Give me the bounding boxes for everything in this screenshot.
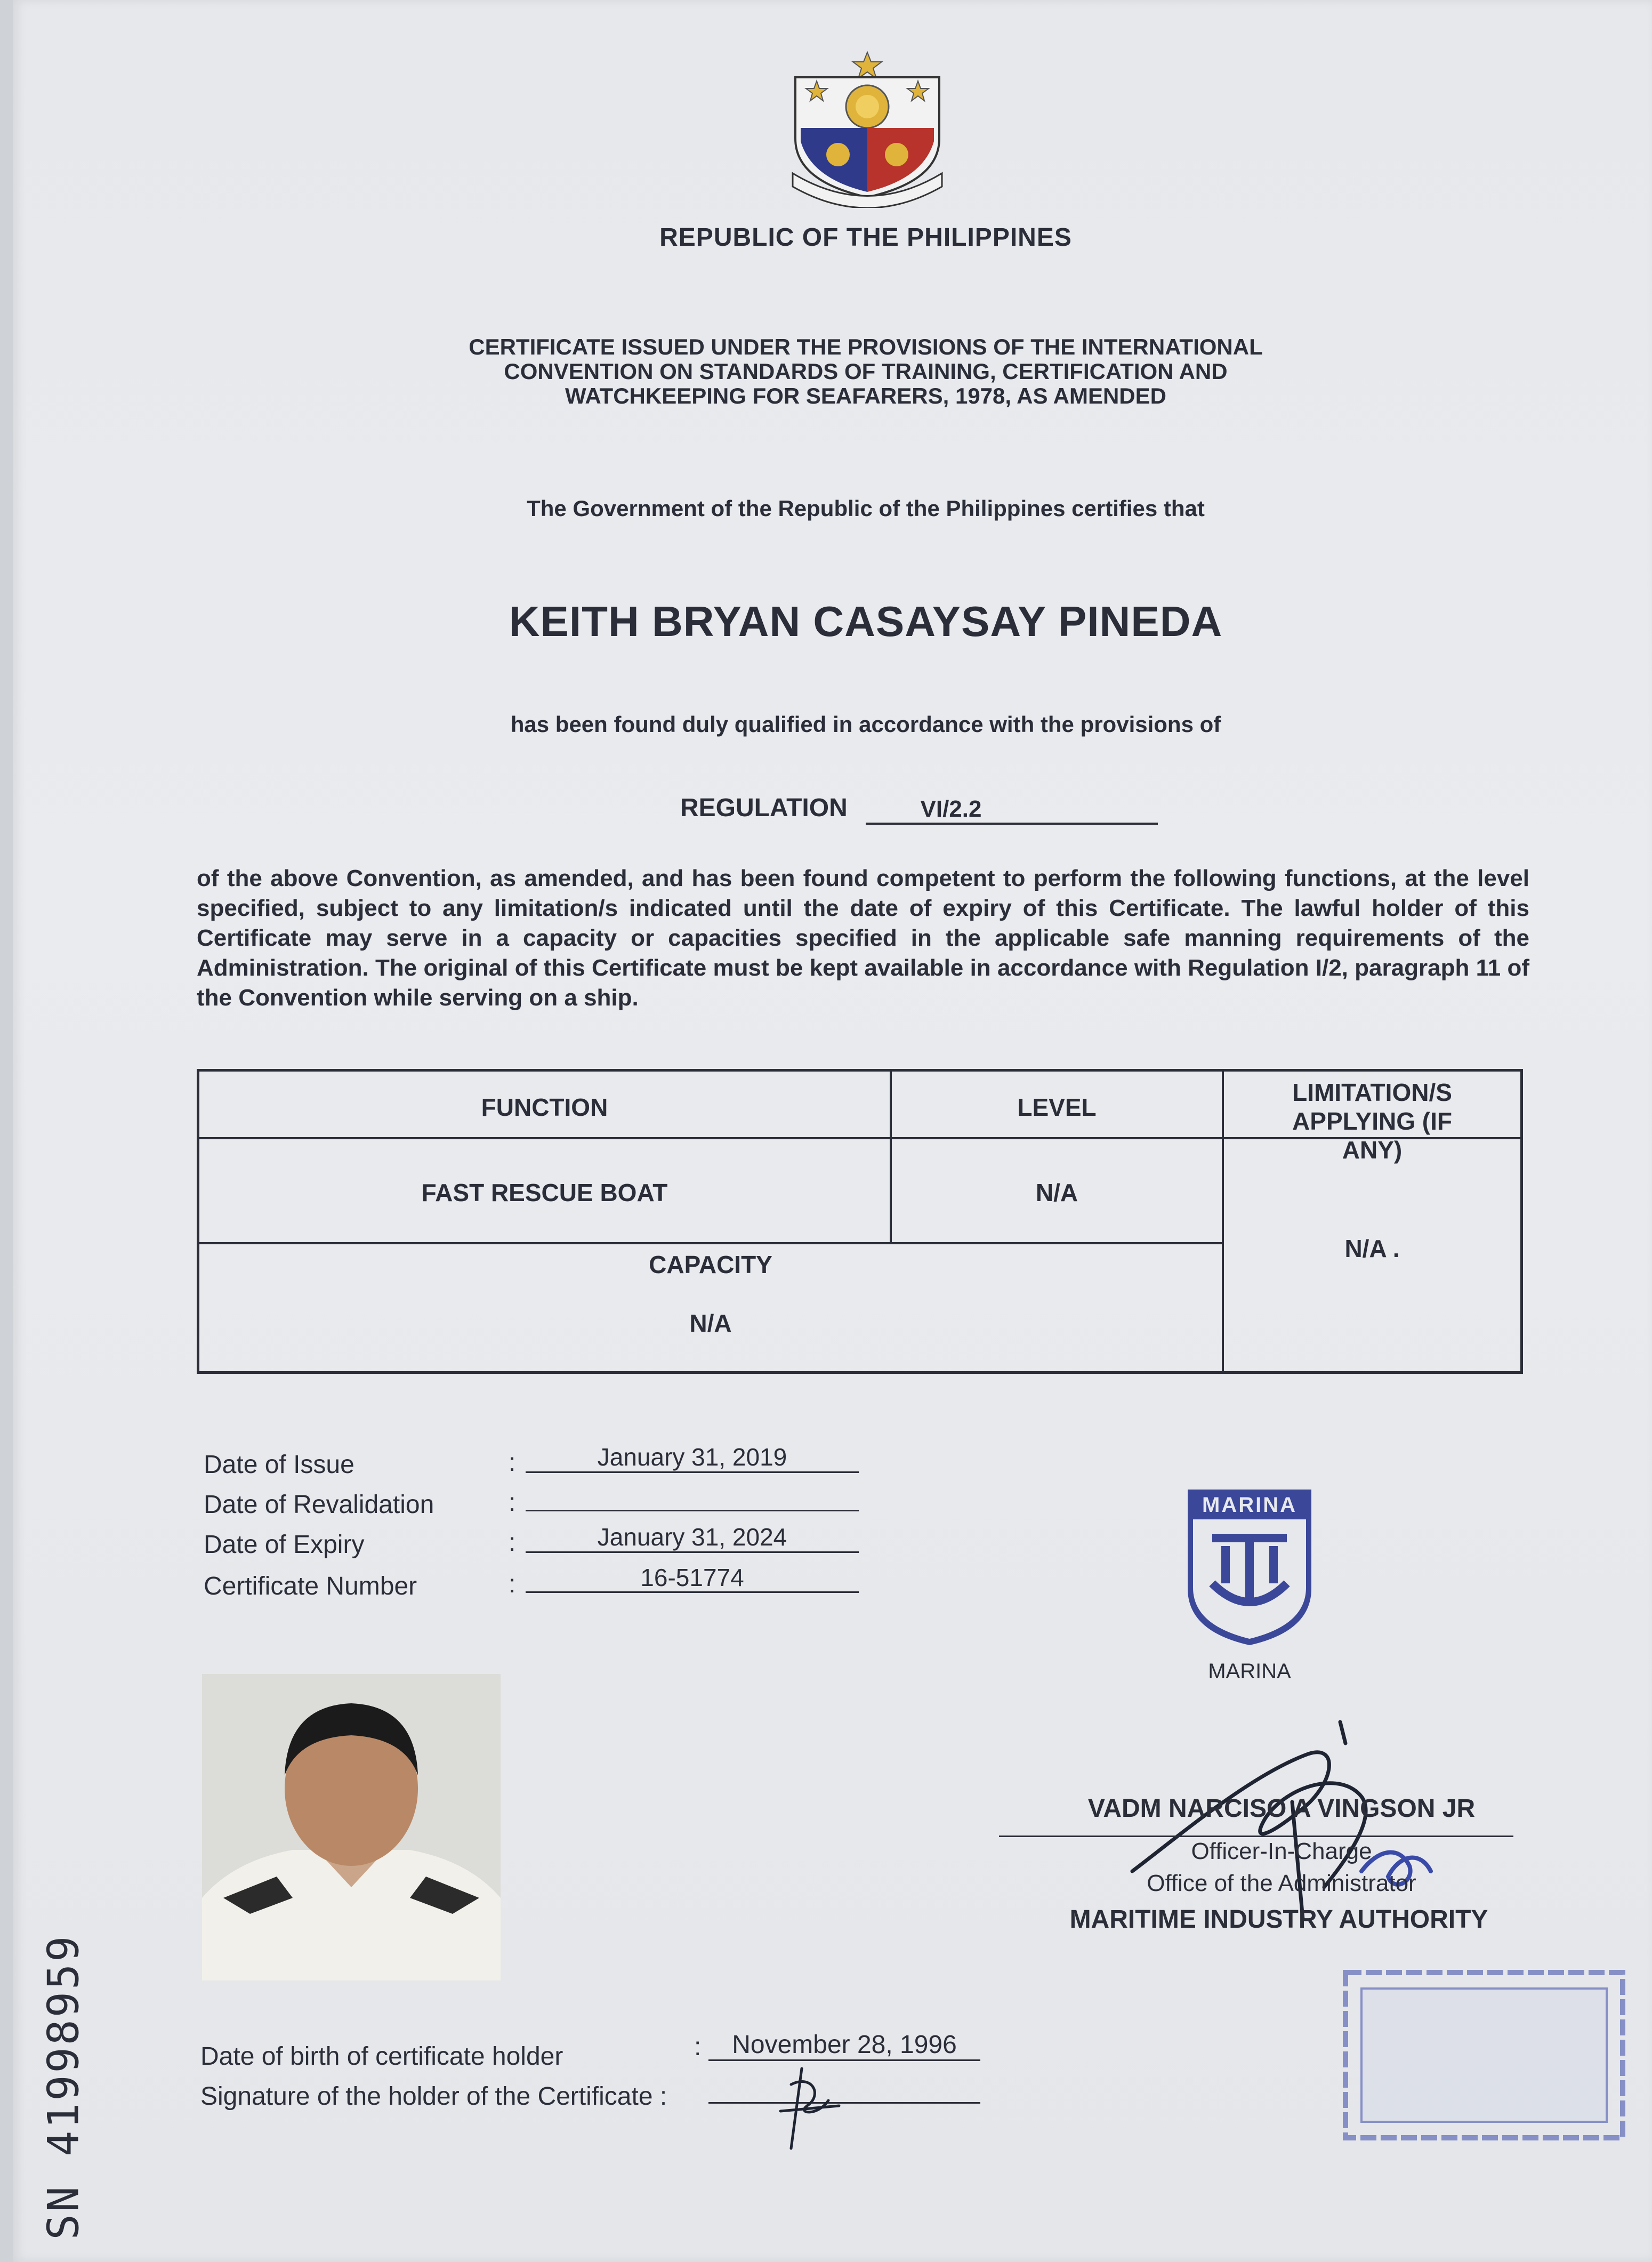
issue-date-colon: : [509,1448,516,1477]
convention-body-text: of the above Convention, as amended, and has been found competent to perform the following functions, at the level specified, subject to any limitation/s indicated until the date of expiry of this Certificate. The lawful holder of this Certificate may serve in a capacity or capacities specified in the applicable safe manning requirements of the Administration. The original of this Certificate must be kept available in accordance with Regulation I/2, paragraph 11 of the Convention while serving on a ship. [197,865,1529,1011]
stcw-heading [359,335,1372,408]
dob-label: Date of birth of certificate holder [200,2042,563,2071]
holder-portrait-icon [202,1674,501,1981]
stcw-line-1: CERTIFICATE ISSUED UNDER THE PROVISIONS OF THE INTERNATIONAL [469,334,1263,359]
qualified-text: has been found duly qualified in accordance with the provisions of [510,712,1221,737]
limitation-value: N/A . [1344,1235,1400,1262]
table-divider [199,1242,1223,1244]
capacity-label: CAPACITY [649,1251,772,1278]
republic-title: REPUBLIC OF THE PHILIPPINES [659,223,1072,252]
marina-caption: MARINA [1208,1660,1291,1683]
holder-photo [202,1674,501,1981]
issue-date-underline [526,1471,859,1473]
regulation-label: REGULATION [680,794,848,822]
regulation-underline [866,823,1158,825]
certificate-number-label: Certificate Number [204,1572,417,1600]
dob-underline [708,2059,980,2061]
header-function: FUNCTION [481,1093,608,1121]
signatory-title: Officer-In-Charge [1191,1838,1372,1864]
marina-logo-icon [1186,1487,1313,1647]
table-divider [1222,1072,1224,1372]
stcw-line-3: WATCHKEEPING FOR SEAFARERS, 1978, AS AMENDED [565,383,1166,408]
expiry-date-value: January 31, 2024 [597,1523,787,1551]
stcw-line-2: CONVENTION ON STANDARDS OF TRAINING, CERTIFICATION AND [504,359,1228,384]
header-level: LEVEL [1017,1093,1097,1121]
marina-logo-text: MARINA [1202,1493,1297,1517]
serial-number: SN 41998959 [38,1934,88,2240]
revalidation-date-colon: : [509,1488,516,1517]
holder-signature-line [708,2102,980,2104]
certifies-text: The Government of the Republic of the Philippines certifies that [527,496,1205,521]
issue-date-label: Date of Issue [204,1451,354,1479]
certificate-number-underline [526,1591,859,1593]
regulation-value: VI/2.2 [920,796,982,822]
dob-value: November 28, 1996 [732,2031,957,2059]
revalidation-date-label: Date of Revalidation [204,1491,434,1519]
certificate-number-value: 16-51774 [640,1564,744,1591]
expiry-date-label: Date of Expiry [204,1531,365,1559]
signatory-office: Office of the Administrator [1147,1870,1416,1896]
certificate-number-colon: : [509,1570,516,1598]
revalidation-date-underline [526,1510,859,1511]
signatory-name: VADM NARCISO A VINGSON JR [1087,1794,1476,1823]
expiry-date-underline [526,1551,859,1553]
signatory-organization: MARITIME INDUSTRY AUTHORITY [1069,1905,1488,1934]
holder-name: KEITH BRYAN CASAYSAY PINEDA [509,598,1223,645]
capacity-value: N/A [689,1309,732,1337]
holder-signature [770,2063,844,2154]
table-divider [199,1137,1223,1139]
level-value: N/A [1035,1179,1078,1206]
functions-table [197,1069,1523,1374]
dob-colon: : [694,2033,702,2061]
function-value: FAST RESCUE BOAT [421,1179,668,1206]
philippine-seal-icon [785,48,950,208]
expiry-date-colon: : [509,1528,516,1557]
issue-date-value: January 31, 2019 [597,1443,787,1471]
holder-signature-label: Signature of the holder of the Certificate : [200,2082,667,2111]
certificate-paper [13,0,1652,2262]
official-stamp-icon [1340,1967,1628,2143]
header-limitation: LIMITATION/S APPLYING (IF ANY) [1292,1078,1452,1164]
administrator-signature [1111,1711,1484,1935]
signatory-line [999,1836,1513,1837]
